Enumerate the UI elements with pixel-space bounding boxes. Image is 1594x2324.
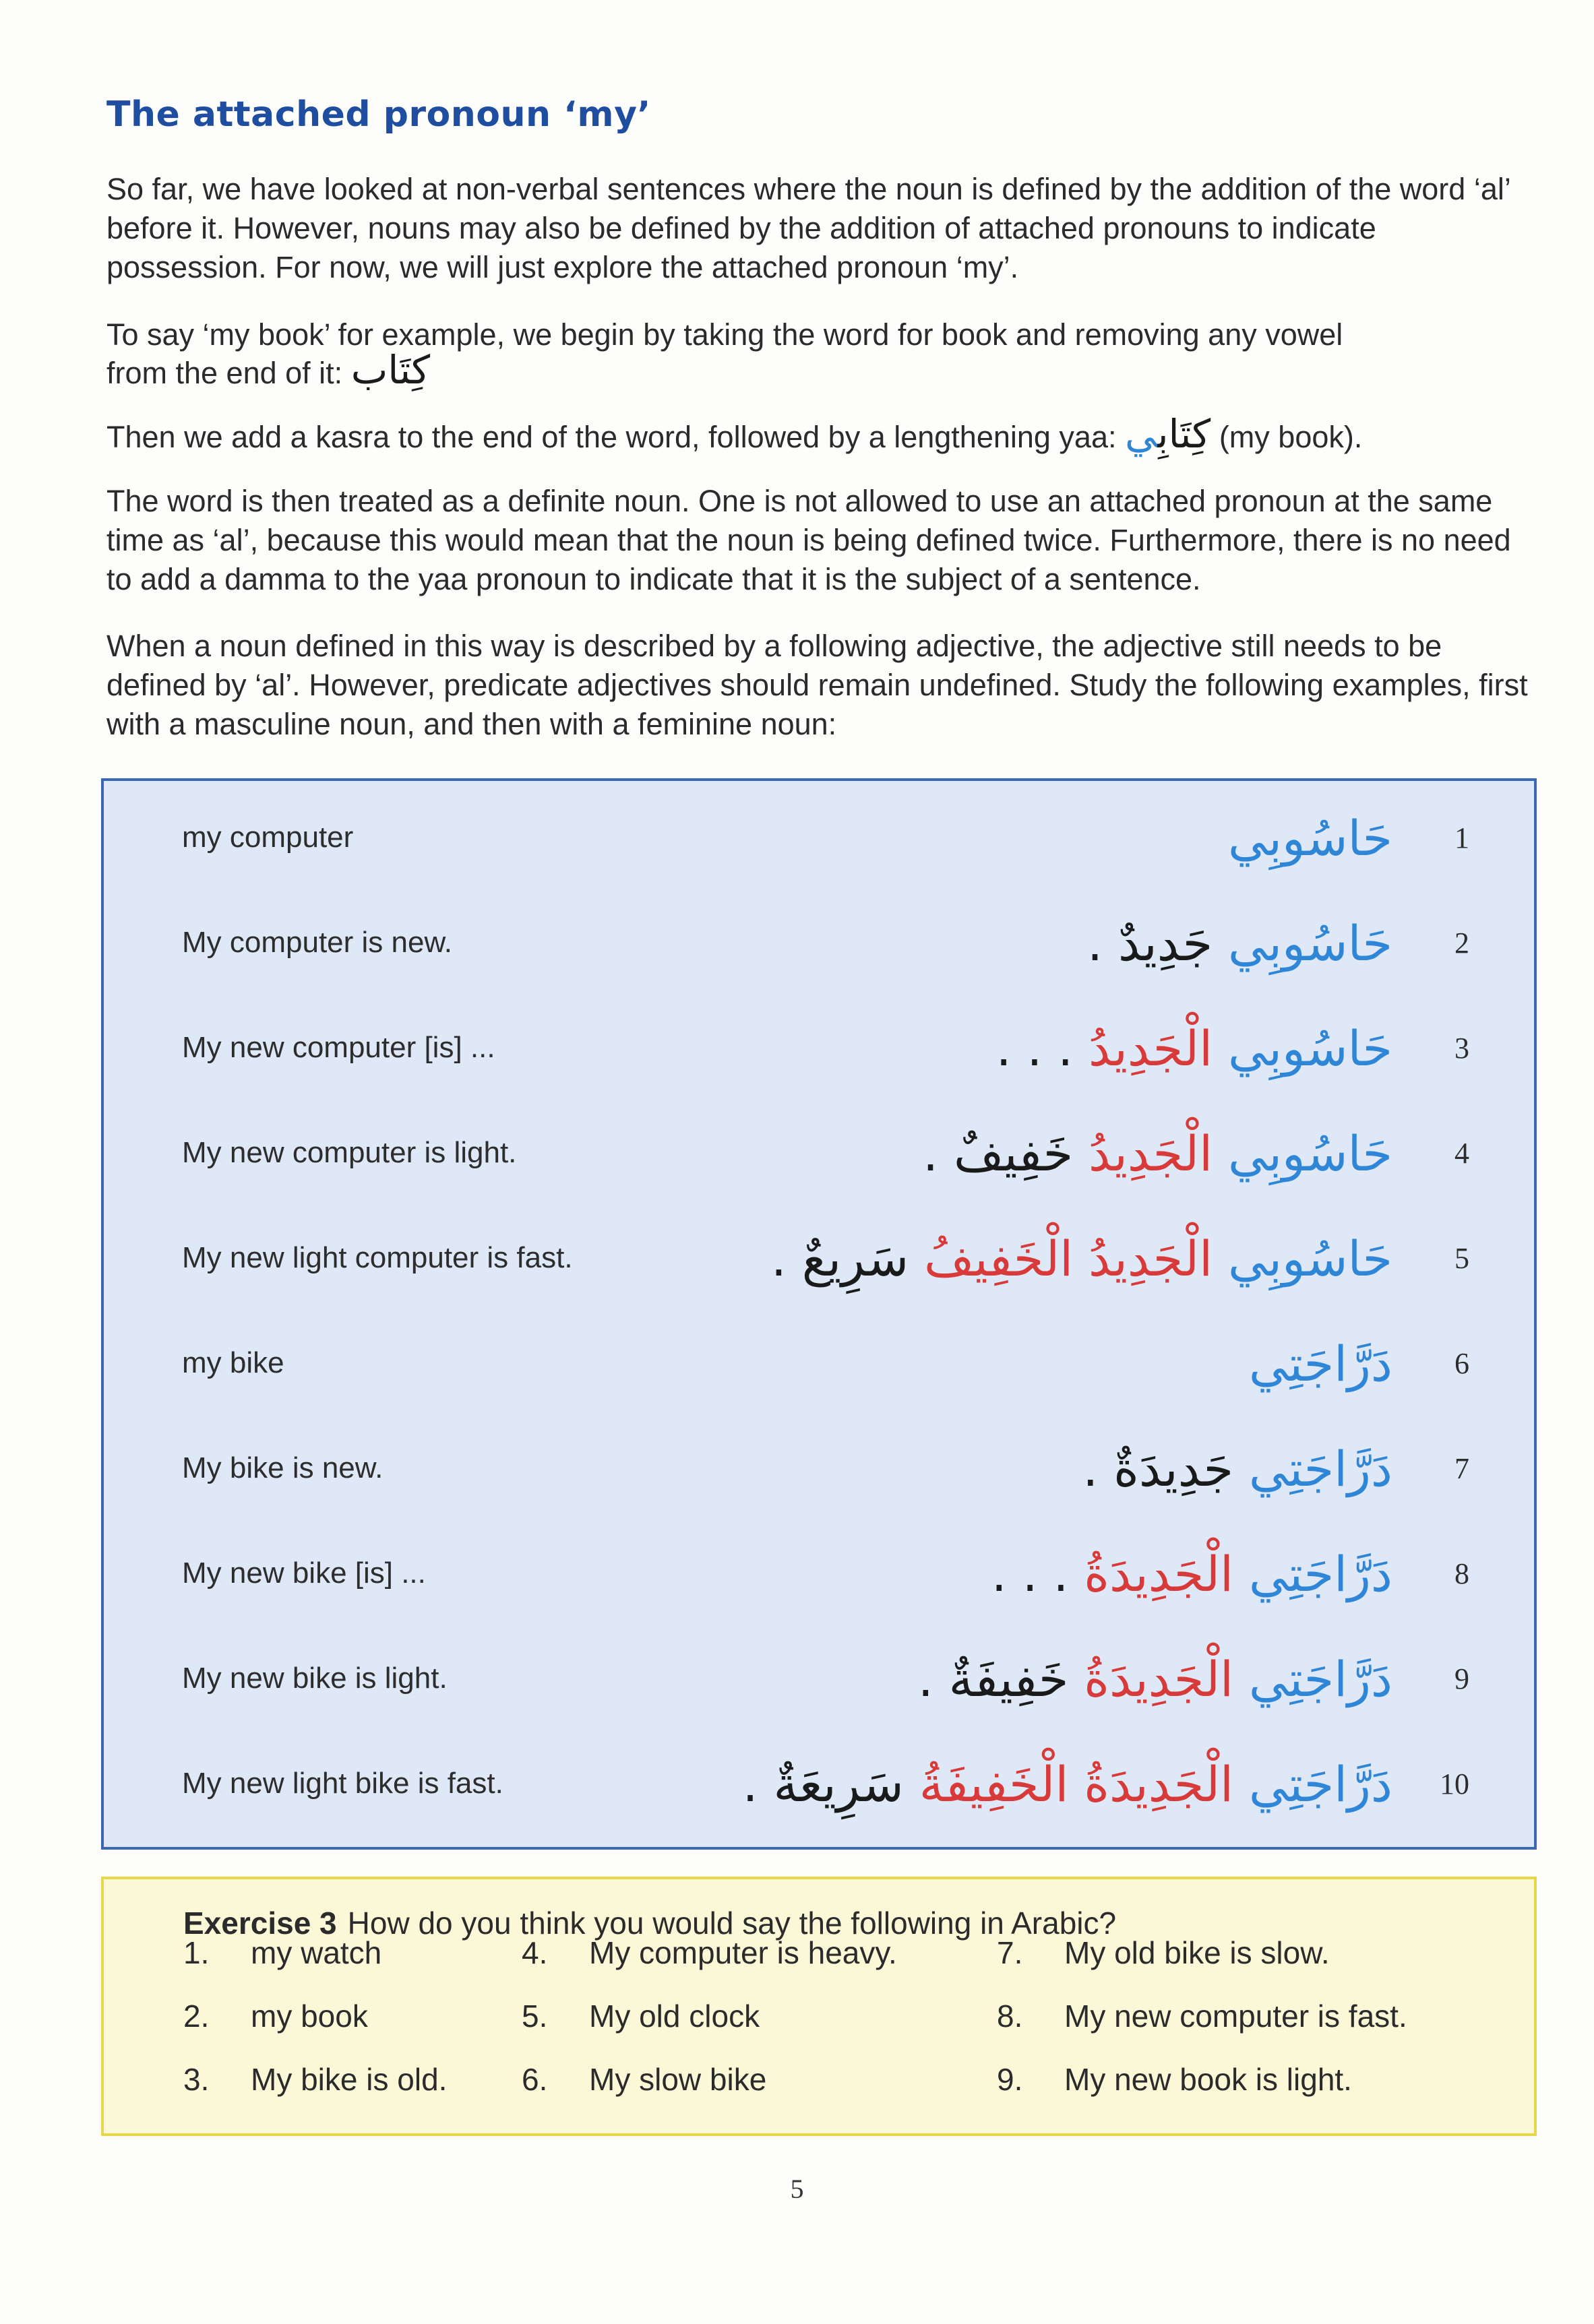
arabic-predicate: . . . bbox=[995, 1020, 1074, 1077]
exercise-item-text: My old clock bbox=[589, 1999, 760, 2034]
example-row bbox=[104, 1732, 1534, 1837]
example-arabic bbox=[1087, 910, 1392, 977]
arabic-definite-adjective: الْجَدِيدَةُ الْخَفِيفَةُ bbox=[919, 1756, 1234, 1813]
example-english: My new computer [is] ... bbox=[182, 1031, 495, 1064]
exercise-item-text: my watch bbox=[251, 1935, 382, 1970]
exercise-item-text: my book bbox=[251, 1999, 368, 2034]
exercise-item bbox=[522, 2061, 766, 2098]
example-arabic bbox=[1228, 805, 1392, 872]
example-english: My bike is new. bbox=[182, 1451, 384, 1484]
example-english: My new light bike is fast. bbox=[182, 1767, 503, 1800]
arabic-definite-adjective: الْجَدِيدَةُ bbox=[1084, 1546, 1234, 1602]
example-english: My new computer is light. bbox=[182, 1136, 517, 1169]
page-number: 5 bbox=[790, 2174, 804, 2204]
example-arabic bbox=[996, 1015, 1392, 1082]
exercise-item-number: 4. bbox=[522, 1935, 548, 1970]
example-row bbox=[104, 996, 1534, 1101]
paragraph-my-book-line2 bbox=[106, 347, 1529, 393]
example-row bbox=[104, 1101, 1534, 1206]
exercise-item bbox=[997, 1935, 1330, 1971]
example-english: My new bike is light. bbox=[182, 1662, 448, 1695]
exercise-item-number: 5. bbox=[522, 1999, 548, 2034]
example-number: 8 bbox=[1454, 1557, 1469, 1590]
exercise-item-number: 8. bbox=[997, 1999, 1023, 2034]
paragraph-kasra-gloss: (my book). bbox=[1219, 420, 1363, 454]
arabic-possessed-noun: دَرَّاجَتِي bbox=[1248, 1336, 1392, 1392]
exercise-item-number: 7. bbox=[997, 1935, 1023, 1970]
arabic-possessed-noun: دَرَّاجَتِي bbox=[1248, 1546, 1392, 1602]
arabic-word-kitaabii bbox=[1125, 411, 1210, 457]
example-row bbox=[104, 891, 1534, 996]
arabic-predicate: . . . bbox=[991, 1546, 1069, 1602]
arabic-definite-adjective: الْجَدِيدُ bbox=[1089, 1020, 1213, 1077]
paragraph-my-book-line1: To say ‘my book’ for example, we begin by taking the word for book and removing any vowel bbox=[106, 317, 1343, 352]
exercise-item-text: My old bike is slow. bbox=[1064, 1935, 1330, 1970]
example-row bbox=[104, 1206, 1534, 1311]
exercise-item-number: 3. bbox=[183, 2062, 210, 2097]
example-arabic bbox=[1249, 1330, 1392, 1397]
example-english: my computer bbox=[182, 821, 354, 854]
exercise-item-text: My bike is old. bbox=[251, 2062, 448, 2097]
section-title: The attached pronoun ‘my’ bbox=[106, 94, 651, 135]
paragraph-definite: The word is then treated as a definite noun. One is not allowed to use an attached pronoun at the same time as ‘al’, because this would mean that the noun is being defined twice. Furthermore, there is no need to add a damma to the yaa pronoun to indicate that it is the subject of a sentence. bbox=[106, 484, 1511, 596]
paragraph-adjectives: When a noun defined in this way is described by a following adjective, the adjective still needs to be defined by ‘al’. However, predicate adjectives should remain undefined. Study the following examples, first with a masculine noun, and then with a feminine noun: bbox=[106, 629, 1528, 741]
example-english: My new bike [is] ... bbox=[182, 1557, 426, 1590]
example-number: 6 bbox=[1454, 1347, 1469, 1380]
arabic-predicate: جَدِيدَةٌ . bbox=[1082, 1441, 1234, 1497]
exercise-item-text: My slow bike bbox=[589, 2062, 767, 2097]
example-number: 2 bbox=[1454, 927, 1469, 960]
arabic-yaa-suffix: ِي bbox=[1125, 411, 1158, 457]
arabic-predicate: خَفِيفٌ . bbox=[923, 1125, 1074, 1182]
arabic-definite-adjective: الْجَدِيدُ bbox=[1089, 1125, 1213, 1182]
example-english: My computer is new. bbox=[182, 926, 453, 959]
arabic-word-kitaab: كِتَاب bbox=[350, 347, 431, 393]
exercise-item bbox=[997, 2061, 1352, 2098]
arabic-definite-adjective: الْجَدِيدَةُ bbox=[1084, 1651, 1234, 1707]
exercise-item bbox=[183, 1998, 368, 2034]
arabic-predicate: سَرِيعٌ . bbox=[770, 1230, 909, 1287]
exercise-item-number: 9. bbox=[997, 2062, 1023, 2097]
example-arabic bbox=[923, 1120, 1392, 1187]
exercise-item bbox=[997, 1998, 1407, 2034]
example-arabic bbox=[991, 1540, 1392, 1608]
examples-box bbox=[101, 778, 1537, 1850]
exercise-item-text: My new book is light. bbox=[1064, 2062, 1352, 2097]
paragraph-intro: So far, we have looked at non-verbal sentences where the noun is defined by the addition of the word ‘al’ before it. However, nouns may also be defined by the addition of attached pronouns to indicate possession. For now, we will just explore the attached pronoun ‘my’. bbox=[106, 172, 1510, 284]
example-english: my bike bbox=[182, 1346, 284, 1379]
example-row bbox=[104, 1311, 1534, 1416]
example-english: My new light computer is fast. bbox=[182, 1241, 573, 1274]
example-row bbox=[104, 1416, 1534, 1521]
exercise-item bbox=[183, 2061, 447, 2098]
exercise-item-text: My new computer is fast. bbox=[1064, 1999, 1407, 2034]
arabic-predicate: جَدِيدٌ . bbox=[1087, 915, 1213, 972]
arabic-stem: كِتَاب bbox=[1157, 411, 1211, 457]
exercise-item bbox=[522, 1998, 760, 2034]
exercise-box bbox=[101, 1877, 1537, 2136]
paragraph-kasra bbox=[106, 411, 1529, 457]
arabic-possessed-noun: حَاسُوبِي bbox=[1227, 1125, 1392, 1182]
arabic-definite-adjective: الْجَدِيدُ الْخَفِيفُ bbox=[924, 1230, 1213, 1287]
arabic-possessed-noun: دَرَّاجَتِي bbox=[1248, 1756, 1392, 1813]
arabic-predicate: خَفِيفَةٌ . bbox=[917, 1651, 1069, 1707]
example-number: 5 bbox=[1454, 1242, 1469, 1275]
paragraph-my-book-text: from the end of it: bbox=[106, 356, 343, 390]
arabic-possessed-noun: حَاسُوبِي bbox=[1227, 1230, 1392, 1287]
example-row bbox=[104, 786, 1534, 891]
exercise-item-text: My computer is heavy. bbox=[589, 1935, 897, 1970]
exercise-prompt: How do you think you would say the following in Arabic? bbox=[347, 1906, 1117, 1941]
example-number: 9 bbox=[1454, 1662, 1469, 1695]
example-number: 3 bbox=[1454, 1032, 1469, 1065]
exercise-item-number: 6. bbox=[522, 2062, 548, 2097]
example-arabic bbox=[1082, 1435, 1392, 1503]
paragraph-kasra-text: Then we add a kasra to the end of the word, followed by a lengthening yaa: bbox=[106, 420, 1117, 454]
example-arabic bbox=[743, 1751, 1392, 1818]
example-number: 4 bbox=[1454, 1137, 1469, 1170]
example-arabic bbox=[918, 1645, 1392, 1713]
arabic-possessed-noun: دَرَّاجَتِي bbox=[1248, 1441, 1392, 1497]
exercise-item-number: 2. bbox=[183, 1999, 210, 2034]
arabic-possessed-noun: حَاسُوبِي bbox=[1227, 810, 1392, 867]
arabic-possessed-noun: حَاسُوبِي bbox=[1227, 1020, 1392, 1077]
example-number: 7 bbox=[1454, 1452, 1469, 1485]
example-arabic bbox=[771, 1225, 1392, 1292]
exercise-label: Exercise 3 bbox=[183, 1906, 337, 1941]
exercise-item bbox=[183, 1935, 381, 1971]
arabic-possessed-noun: حَاسُوبِي bbox=[1227, 915, 1392, 972]
arabic-predicate: سَرِيعَةٌ . bbox=[742, 1756, 904, 1813]
example-number: 10 bbox=[1440, 1767, 1469, 1800]
exercise-item-number: 1. bbox=[183, 1935, 210, 1970]
example-row bbox=[104, 1521, 1534, 1627]
exercise-item bbox=[522, 1935, 897, 1971]
arabic-possessed-noun: دَرَّاجَتِي bbox=[1248, 1651, 1392, 1707]
example-row bbox=[104, 1627, 1534, 1732]
example-number: 1 bbox=[1454, 821, 1469, 854]
